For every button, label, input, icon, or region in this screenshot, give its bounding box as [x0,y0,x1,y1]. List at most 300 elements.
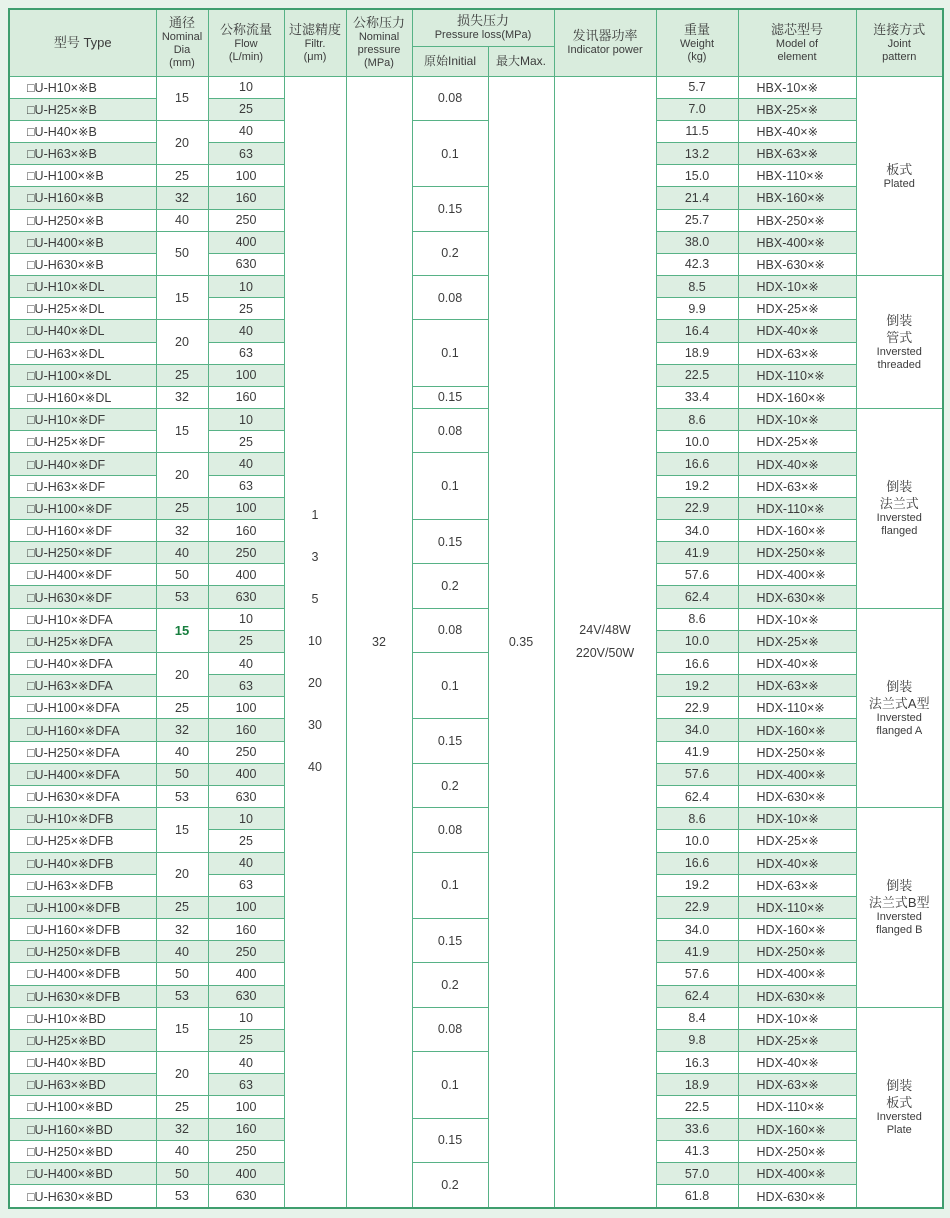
type-cell: □U-H630×※DF [9,586,156,608]
flow-cell: 100 [208,697,284,719]
flow-cell: 63 [208,874,284,896]
element-model-cell: HDX-40×※ [738,852,856,874]
element-model-cell: HDX-25×※ [738,830,856,852]
dia-cell: 25 [156,497,208,519]
type-cell: □U-H10×※B [9,76,156,98]
type-cell: □U-H630×※DFB [9,985,156,1007]
weight-cell: 16.4 [656,320,738,342]
element-model-cell: HBX-40×※ [738,120,856,142]
table-row [9,1162,943,1184]
power-value: 220V/50W [575,645,635,660]
flow-cell: 63 [208,675,284,697]
type-cell: □U-H630×※BD [9,1185,156,1208]
table-row [9,608,943,630]
dia-cell: 50 [156,231,208,275]
filtr-value: 1 [311,508,319,523]
type-cell: □U-H63×※DL [9,342,156,364]
spec-table [8,8,944,1209]
loss-initial-cell: 0.08 [412,76,488,120]
weight-cell: 19.2 [656,675,738,697]
weight-cell: 62.4 [656,586,738,608]
element-model-cell: HDX-63×※ [738,342,856,364]
dia-cell: 32 [156,386,208,408]
dia-cell: 25 [156,165,208,187]
flow-cell: 25 [208,431,284,453]
element-model-cell: HDX-630×※ [738,1185,856,1208]
header-element-model: 滤芯型号 Model of element [738,9,856,76]
table-row [9,719,943,741]
flow-cell: 160 [208,1118,284,1140]
element-model-cell: HDX-110×※ [738,896,856,918]
joint-label-en: Inversted [876,1111,922,1124]
dia-cell: 25 [156,697,208,719]
weight-cell: 19.2 [656,475,738,497]
table-row [9,1052,943,1074]
joint-label-en: Inversted [876,711,922,724]
weight-cell: 62.4 [656,786,738,808]
weight-cell: 57.0 [656,1162,738,1184]
weight-cell: 61.8 [656,1185,738,1208]
weight-cell: 41.9 [656,741,738,763]
dia-cell: 15 [156,808,208,852]
flow-cell: 40 [208,1052,284,1074]
element-model-cell: HDX-110×※ [738,364,856,386]
loss-initial-cell: 0.1 [412,120,488,187]
table-row [9,564,943,586]
type-cell: □U-H10×※DFB [9,808,156,830]
element-model-cell: HDX-10×※ [738,1007,856,1029]
table-row [9,386,943,408]
type-cell: □U-H400×※DFA [9,763,156,785]
weight-cell: 18.9 [656,1074,738,1096]
flow-cell: 63 [208,342,284,364]
type-cell: □U-H250×※DFB [9,941,156,963]
type-cell: □U-H250×※B [9,209,156,231]
table-body [9,76,943,1208]
weight-cell: 22.9 [656,896,738,918]
type-cell: □U-H160×※DF [9,519,156,541]
type-cell: □U-H25×※B [9,98,156,120]
type-cell: □U-H100×※B [9,165,156,187]
joint-label-en: Inversted [876,512,922,525]
weight-cell: 41.9 [656,941,738,963]
dia-cell: 20 [156,852,208,896]
joint-label-zh: 倒装 [886,479,913,495]
type-cell: □U-H250×※BD [9,1140,156,1162]
dia-cell: 15 [156,608,208,652]
filtr-value: 5 [311,592,319,607]
loss-initial-cell: 0.2 [412,963,488,1007]
type-cell: □U-H400×※B [9,231,156,253]
type-cell: □U-H100×※DFB [9,896,156,918]
joint-label-zh: 板式 [886,1095,913,1111]
weight-cell: 13.2 [656,143,738,165]
table-row [9,652,943,674]
flow-cell: 25 [208,1029,284,1051]
dia-cell: 40 [156,741,208,763]
element-model-cell: HDX-160×※ [738,719,856,741]
dia-cell: 53 [156,586,208,608]
table-row [9,231,943,253]
element-model-cell: HDX-110×※ [738,497,856,519]
filtr-cell [284,76,346,1208]
type-cell: □U-H10×※BD [9,1007,156,1029]
type-cell: □U-H400×※BD [9,1162,156,1184]
loss-initial-cell: 0.2 [412,1162,488,1208]
joint-label-zh: 管式 [886,330,913,346]
table-row [9,76,943,98]
loss-initial-cell: 0.1 [412,652,488,719]
element-model-cell: HDX-250×※ [738,941,856,963]
element-model-cell: HDX-630×※ [738,586,856,608]
flow-cell: 100 [208,497,284,519]
power-value: 24V/48W [579,622,631,637]
weight-cell: 41.9 [656,542,738,564]
type-cell: □U-H160×※DL [9,386,156,408]
header-indicator-power: 发讯器功率 Indicator power [554,9,656,76]
dia-cell: 20 [156,652,208,696]
element-model-cell: HBX-250×※ [738,209,856,231]
weight-cell: 33.4 [656,386,738,408]
element-model-cell: HDX-400×※ [738,963,856,985]
type-cell: □U-H630×※B [9,253,156,275]
dia-cell: 15 [156,276,208,320]
flow-cell: 160 [208,719,284,741]
weight-cell: 34.0 [656,519,738,541]
element-model-cell: HDX-63×※ [738,874,856,896]
weight-cell: 22.5 [656,1096,738,1118]
weight-cell: 22.9 [656,497,738,519]
loss-initial-cell: 0.2 [412,564,488,608]
type-cell: □U-H160×※B [9,187,156,209]
weight-cell: 16.3 [656,1052,738,1074]
weight-cell: 10.0 [656,630,738,652]
flow-cell: 25 [208,630,284,652]
weight-cell: 62.4 [656,985,738,1007]
element-model-cell: HBX-63×※ [738,143,856,165]
flow-cell: 10 [208,276,284,298]
weight-cell: 9.8 [656,1029,738,1051]
joint-label-zh: 板式 [886,161,913,177]
type-cell: □U-H10×※DL [9,276,156,298]
header-pressure-loss: 损失压力 Pressure loss(MPa) [412,9,554,46]
flow-cell: 400 [208,963,284,985]
dia-cell: 40 [156,941,208,963]
table-row [9,120,943,142]
weight-cell: 22.9 [656,697,738,719]
weight-cell: 16.6 [656,652,738,674]
dia-cell: 15 [156,409,208,453]
joint-pattern-cell [856,608,943,808]
table-row [9,763,943,785]
flow-cell: 250 [208,1140,284,1162]
type-cell: □U-H160×※DFB [9,919,156,941]
flow-cell: 160 [208,519,284,541]
element-model-cell: HDX-25×※ [738,1029,856,1051]
flow-cell: 400 [208,763,284,785]
dia-cell: 32 [156,919,208,941]
flow-cell: 10 [208,808,284,830]
element-model-cell: HDX-63×※ [738,475,856,497]
element-model-cell: HDX-40×※ [738,652,856,674]
weight-cell: 34.0 [656,919,738,941]
joint-pattern-cell [856,808,943,1008]
element-model-cell: HBX-400×※ [738,231,856,253]
element-model-cell: HDX-160×※ [738,386,856,408]
table-row [9,519,943,541]
joint-label-zh: 倒装 [886,1078,913,1094]
weight-cell: 38.0 [656,231,738,253]
type-cell: □U-H630×※DFA [9,786,156,808]
weight-cell: 15.0 [656,165,738,187]
loss-initial-cell: 0.15 [412,919,488,963]
loss-initial-cell: 0.15 [412,719,488,763]
type-cell: □U-H10×※DFA [9,608,156,630]
filtr-value: 30 [308,718,322,733]
table-row [9,187,943,209]
joint-label-zh: 倒装 [886,878,913,894]
flow-cell: 10 [208,409,284,431]
flow-cell: 100 [208,896,284,918]
flow-cell: 250 [208,542,284,564]
joint-pattern-cell [856,1007,943,1208]
dia-cell: 53 [156,985,208,1007]
filtr-value: 40 [308,760,322,775]
element-model-cell: HDX-160×※ [738,919,856,941]
type-cell: □U-H10×※DF [9,409,156,431]
weight-cell: 19.2 [656,874,738,896]
filtr-value: 10 [308,634,322,649]
element-model-cell: HDX-25×※ [738,431,856,453]
weight-cell: 16.6 [656,852,738,874]
flow-cell: 630 [208,985,284,1007]
element-model-cell: HBX-630×※ [738,253,856,275]
dia-cell: 53 [156,1185,208,1208]
table-row [9,409,943,431]
loss-initial-cell: 0.08 [412,276,488,320]
element-model-cell: HDX-40×※ [738,453,856,475]
loss-initial-cell: 0.08 [412,409,488,453]
dia-cell: 32 [156,187,208,209]
flow-cell: 630 [208,586,284,608]
joint-label-en: Plate [886,1124,912,1137]
loss-initial-cell: 0.1 [412,1052,488,1119]
table-row [9,276,943,298]
type-cell: □U-H40×※DL [9,320,156,342]
element-model-cell: HDX-63×※ [738,1074,856,1096]
joint-label-zh: 倒装 [886,313,913,329]
table-row [9,320,943,342]
joint-label-zh: 法兰式B型 [868,895,930,911]
weight-cell: 57.6 [656,963,738,985]
loss-initial-cell: 0.15 [412,386,488,408]
flow-cell: 160 [208,187,284,209]
weight-cell: 57.6 [656,564,738,586]
type-cell: □U-H63×※BD [9,1074,156,1096]
weight-cell: 8.6 [656,808,738,830]
flow-cell: 400 [208,1162,284,1184]
element-model-cell: HDX-110×※ [738,697,856,719]
header-weight: 重量 Weight (kg) [656,9,738,76]
flow-cell: 40 [208,852,284,874]
weight-cell: 33.6 [656,1118,738,1140]
weight-cell: 57.6 [656,763,738,785]
type-cell: □U-H250×※DF [9,542,156,564]
element-model-cell: HDX-250×※ [738,741,856,763]
header-type [9,9,156,76]
flow-cell: 400 [208,231,284,253]
loss-initial-cell: 0.15 [412,187,488,231]
type-cell: □U-H63×※B [9,143,156,165]
type-cell: □U-H100×※BD [9,1096,156,1118]
joint-label-en: flanged A [876,724,923,737]
flow-cell: 250 [208,741,284,763]
flow-cell: 100 [208,1096,284,1118]
header-filtr: 过滤精度 Filtr. (μm) [284,9,346,76]
flow-cell: 40 [208,320,284,342]
joint-label-en: threaded [877,359,921,372]
dia-cell: 40 [156,209,208,231]
type-cell: □U-H25×※DFA [9,630,156,652]
element-model-cell: HDX-400×※ [738,564,856,586]
type-cell: □U-H40×※B [9,120,156,142]
type-cell: □U-H25×※DF [9,431,156,453]
flow-cell: 25 [208,98,284,120]
loss-initial-cell: 0.08 [412,608,488,652]
weight-cell: 25.7 [656,209,738,231]
element-model-cell: HDX-160×※ [738,1118,856,1140]
dia-cell: 40 [156,542,208,564]
type-cell: □U-H40×※DFB [9,852,156,874]
flow-cell: 100 [208,364,284,386]
weight-cell: 22.5 [656,364,738,386]
type-cell: □U-H160×※DFA [9,719,156,741]
header-joint-pattern: 连接方式 Joint pattern [856,9,943,76]
element-model-cell: HDX-10×※ [738,608,856,630]
dia-cell: 50 [156,1162,208,1184]
dia-cell: 15 [156,1007,208,1051]
header-pressure: 公称压力 Nominal pressure (MPa) [346,9,412,76]
weight-cell: 8.4 [656,1007,738,1029]
table-row [9,852,943,874]
loss-initial-cell: 0.15 [412,519,488,563]
type-cell: □U-H25×※DFB [9,830,156,852]
flow-cell: 10 [208,1007,284,1029]
dia-cell: 32 [156,1118,208,1140]
flow-cell: 40 [208,652,284,674]
element-model-cell: HDX-400×※ [738,1162,856,1184]
dia-cell: 50 [156,763,208,785]
header-flow: 公称流量 Flow (L/min) [208,9,284,76]
dia-cell: 20 [156,120,208,164]
element-model-cell: HDX-630×※ [738,786,856,808]
loss-initial-cell: 0.1 [412,852,488,919]
joint-label-en: flanged [881,525,918,538]
loss-initial-cell: 0.2 [412,231,488,275]
weight-cell: 10.0 [656,830,738,852]
type-cell: □U-H400×※DF [9,564,156,586]
weight-cell: 9.9 [656,298,738,320]
type-cell: □U-H250×※DFA [9,741,156,763]
header-loss-initial: 原始Initial [412,46,488,76]
dia-cell: 25 [156,896,208,918]
type-cell: □U-H40×※BD [9,1052,156,1074]
dia-cell: 15 [156,76,208,120]
flow-cell: 630 [208,253,284,275]
type-cell: □U-H100×※DFA [9,697,156,719]
element-model-cell: HDX-110×※ [738,1096,856,1118]
dia-cell: 20 [156,453,208,497]
flow-cell: 160 [208,386,284,408]
weight-cell: 34.0 [656,719,738,741]
dia-cell: 53 [156,786,208,808]
table-row [9,453,943,475]
flow-cell: 250 [208,209,284,231]
type-cell: □U-H63×※DFB [9,874,156,896]
dia-cell: 25 [156,1096,208,1118]
weight-cell: 16.6 [656,453,738,475]
element-model-cell: HDX-250×※ [738,1140,856,1162]
weight-cell: 8.6 [656,608,738,630]
dia-cell: 25 [156,364,208,386]
table-row [9,919,943,941]
type-cell: □U-H40×※DFA [9,652,156,674]
type-cell: □U-H160×※BD [9,1118,156,1140]
flow-cell: 25 [208,298,284,320]
loss-initial-cell: 0.2 [412,763,488,807]
element-model-cell: HDX-160×※ [738,519,856,541]
loss-initial-cell: 0.1 [412,453,488,520]
loss-initial-cell: 0.15 [412,1118,488,1162]
weight-cell: 18.9 [656,342,738,364]
joint-label-zh: 法兰式 [879,496,919,512]
element-model-cell: HBX-160×※ [738,187,856,209]
type-cell: □U-H63×※DF [9,475,156,497]
filtr-value: 20 [308,676,322,691]
weight-cell: 41.3 [656,1140,738,1162]
weight-cell: 8.6 [656,409,738,431]
joint-label-en: Inversted [876,346,922,359]
weight-cell: 10.0 [656,431,738,453]
header-dia: 通径 Nominal Dia (mm) [156,9,208,76]
flow-cell: 630 [208,1185,284,1208]
table-row [9,963,943,985]
flow-cell: 63 [208,1074,284,1096]
indicator-power-cell [554,76,656,1208]
dia-cell: 20 [156,1052,208,1096]
joint-label-zh: 倒装 [886,678,913,694]
joint-pattern-cell [856,409,943,609]
flow-cell: 25 [208,830,284,852]
loss-initial-cell: 0.1 [412,320,488,387]
dia-cell: 20 [156,320,208,364]
type-cell: □U-H100×※DL [9,364,156,386]
dia-cell: 40 [156,1140,208,1162]
table-row [9,1007,943,1029]
flow-cell: 160 [208,919,284,941]
nominal-pressure-cell: 32 [346,76,412,1208]
weight-cell: 21.4 [656,187,738,209]
type-cell: □U-H100×※DF [9,497,156,519]
joint-label-zh: 法兰式A型 [868,695,930,711]
flow-cell: 10 [208,76,284,98]
joint-label-en: Plated [883,177,915,190]
element-model-cell: HDX-25×※ [738,630,856,652]
loss-initial-cell: 0.08 [412,1007,488,1051]
element-model-cell: HDX-630×※ [738,985,856,1007]
flow-cell: 63 [208,143,284,165]
flow-cell: 630 [208,786,284,808]
